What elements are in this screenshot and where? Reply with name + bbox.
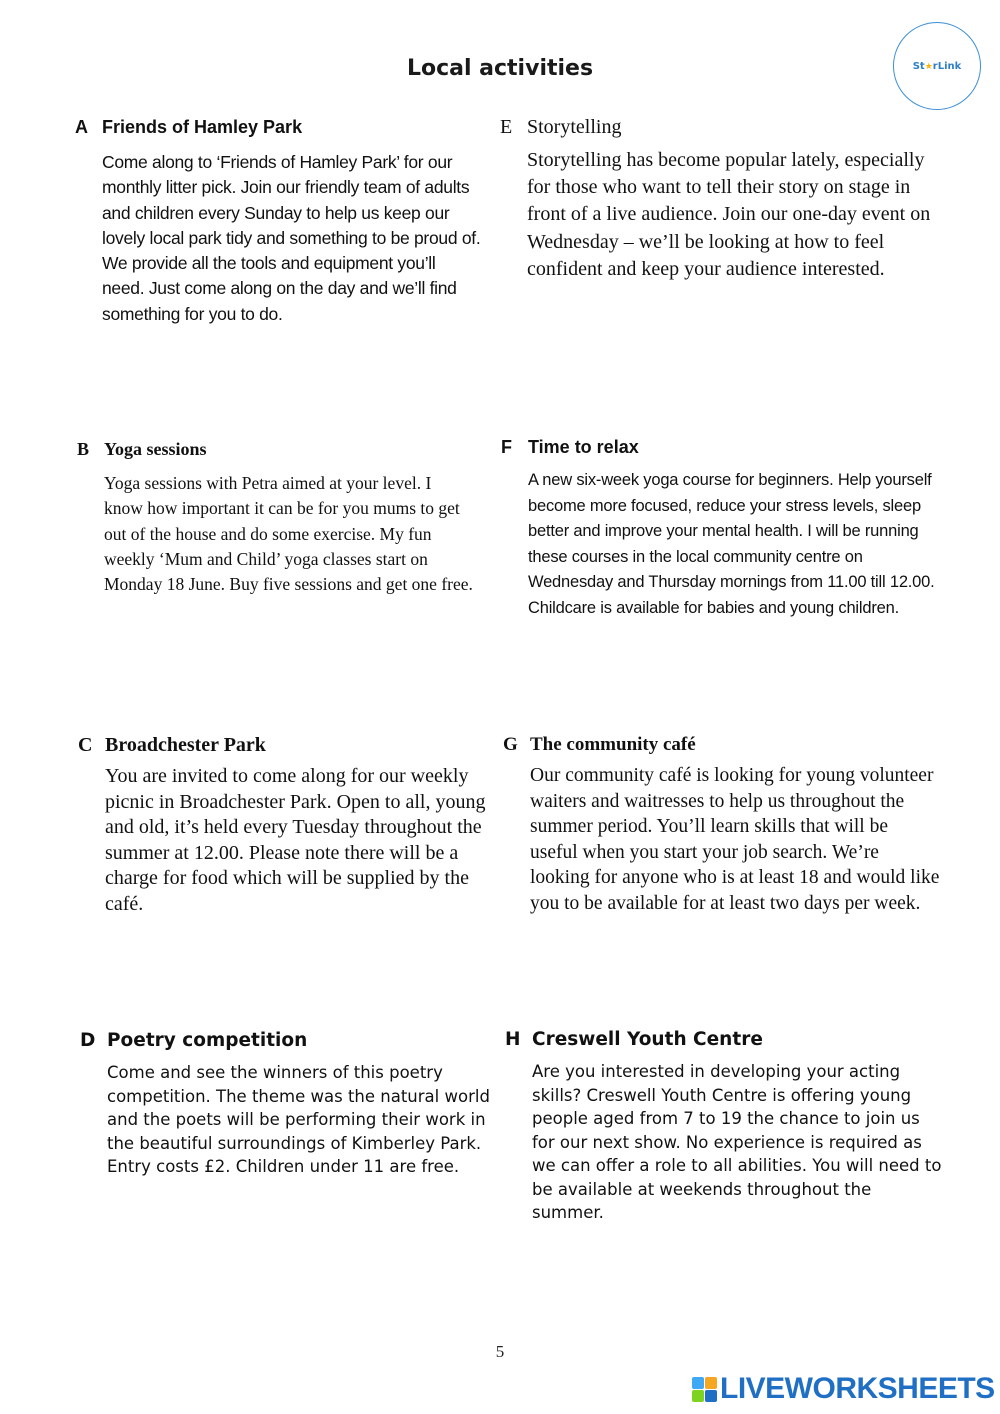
activity-a <box>75 117 485 327</box>
activity-body: A new six-week yoga course for beginners. Help yourself become more focused, reduce your stress levels, sleep better and improve your mental health. I will be running these courses in the local community centre on Wednesday and Thursday mornings from 11.00 till 12.00. Childcare is available for babies and young children. <box>528 471 935 617</box>
activity-body: Come and see the winners of this poetry competition. The theme was the natural world and the poets will be performing their work in the beautiful surroundings of Kimberley Park. Entry costs £2. Children under 11 are free. <box>107 1063 490 1176</box>
activity-heading-row <box>80 1030 500 1051</box>
liveworksheets-logo-icon <box>692 1377 717 1402</box>
activity-e <box>500 116 940 283</box>
activity-heading-row <box>505 1029 945 1050</box>
activity-b <box>77 439 477 597</box>
activity-h <box>505 1029 945 1225</box>
star-icon: ★ <box>924 61 933 72</box>
activity-letter: E <box>500 116 513 138</box>
page-title: Local activities <box>406 56 594 81</box>
activity-body: Come along to ‘Friends of Hamley Park’ for our monthly litter pick. Join our friendly team of adults and children every Sunday to help us keep our lovely local park tidy and something to be proud of. We provide all the tools and equipment you’ll need. Just come along on the day and we’ll find something for you to do. <box>102 152 481 324</box>
activity-letter: F <box>501 437 512 457</box>
activity-heading: Storytelling <box>527 116 622 138</box>
activity-heading: Creswell Youth Centre <box>532 1029 763 1050</box>
activity-heading-row <box>501 437 941 458</box>
activity-heading: Broadchester Park <box>105 734 266 756</box>
activity-heading-row <box>77 439 477 460</box>
logo-text: St★rLink <box>912 60 962 72</box>
activity-body: You are invited to come along for our weekly picnic in Broadchester Park. Open to all, young and old, it’s held every Tuesday throughout the summer at 12.00. Please note there will be a charge for food which will be supplied by the café. <box>105 765 486 915</box>
activity-f <box>501 437 941 622</box>
activity-letter: D <box>80 1030 96 1051</box>
watermark-text: LIVEWORKSHEETS <box>720 1372 995 1405</box>
activity-heading-row <box>503 734 943 756</box>
activity-heading: Yoga sessions <box>104 439 207 459</box>
activity-body: Yoga sessions with Petra aimed at your level. I know how important it can be for you mums to get out of the house and do some exercise. My fun weekly ‘Mum and Child’ yoga classes start on Monday 18 June. Buy five sessions and get one free. <box>104 473 473 595</box>
starlink-logo <box>893 22 981 110</box>
activity-heading: The community café <box>530 734 696 755</box>
activity-heading-row <box>500 116 940 139</box>
activity-d <box>80 1030 500 1179</box>
activity-letter: C <box>78 734 93 756</box>
activity-letter: H <box>505 1029 521 1050</box>
liveworksheets-watermark <box>692 1372 995 1406</box>
activity-letter: G <box>503 734 518 755</box>
page-number: 5 <box>495 1342 505 1361</box>
activity-heading-row <box>75 117 485 138</box>
activity-body: Storytelling has become popular lately, especially for those who want to tell their story on stage in front of a live audience. Join our one-day event on Wednesday – we’ll be looking at how to feel confident and keep your audience interested. <box>527 149 931 280</box>
activity-heading: Poetry competition <box>107 1030 308 1051</box>
activity-c <box>78 734 498 918</box>
activity-g <box>503 734 943 916</box>
activity-body: Are you interested in developing your acting skills? Creswell Youth Centre is offering young people aged from 7 to 19 the chance to join us for our next show. No experience is required as we can offer a role to all abilities. You will need to be available at weekends throughout the summer. <box>532 1062 942 1222</box>
activity-heading: Friends of Hamley Park <box>102 117 303 137</box>
activity-letter: A <box>75 117 88 137</box>
activity-heading-row <box>78 734 498 757</box>
activity-letter: B <box>77 439 90 459</box>
activity-body: Our community café is looking for young volunteer waiters and waitresses to help us throughout the summer period. You’ll learn skills that will be useful when you start your job search. We’re looking for anyone who is at least 18 and would like you to be available for at least two days per week. <box>530 765 940 914</box>
activity-heading: Time to relax <box>528 437 639 457</box>
